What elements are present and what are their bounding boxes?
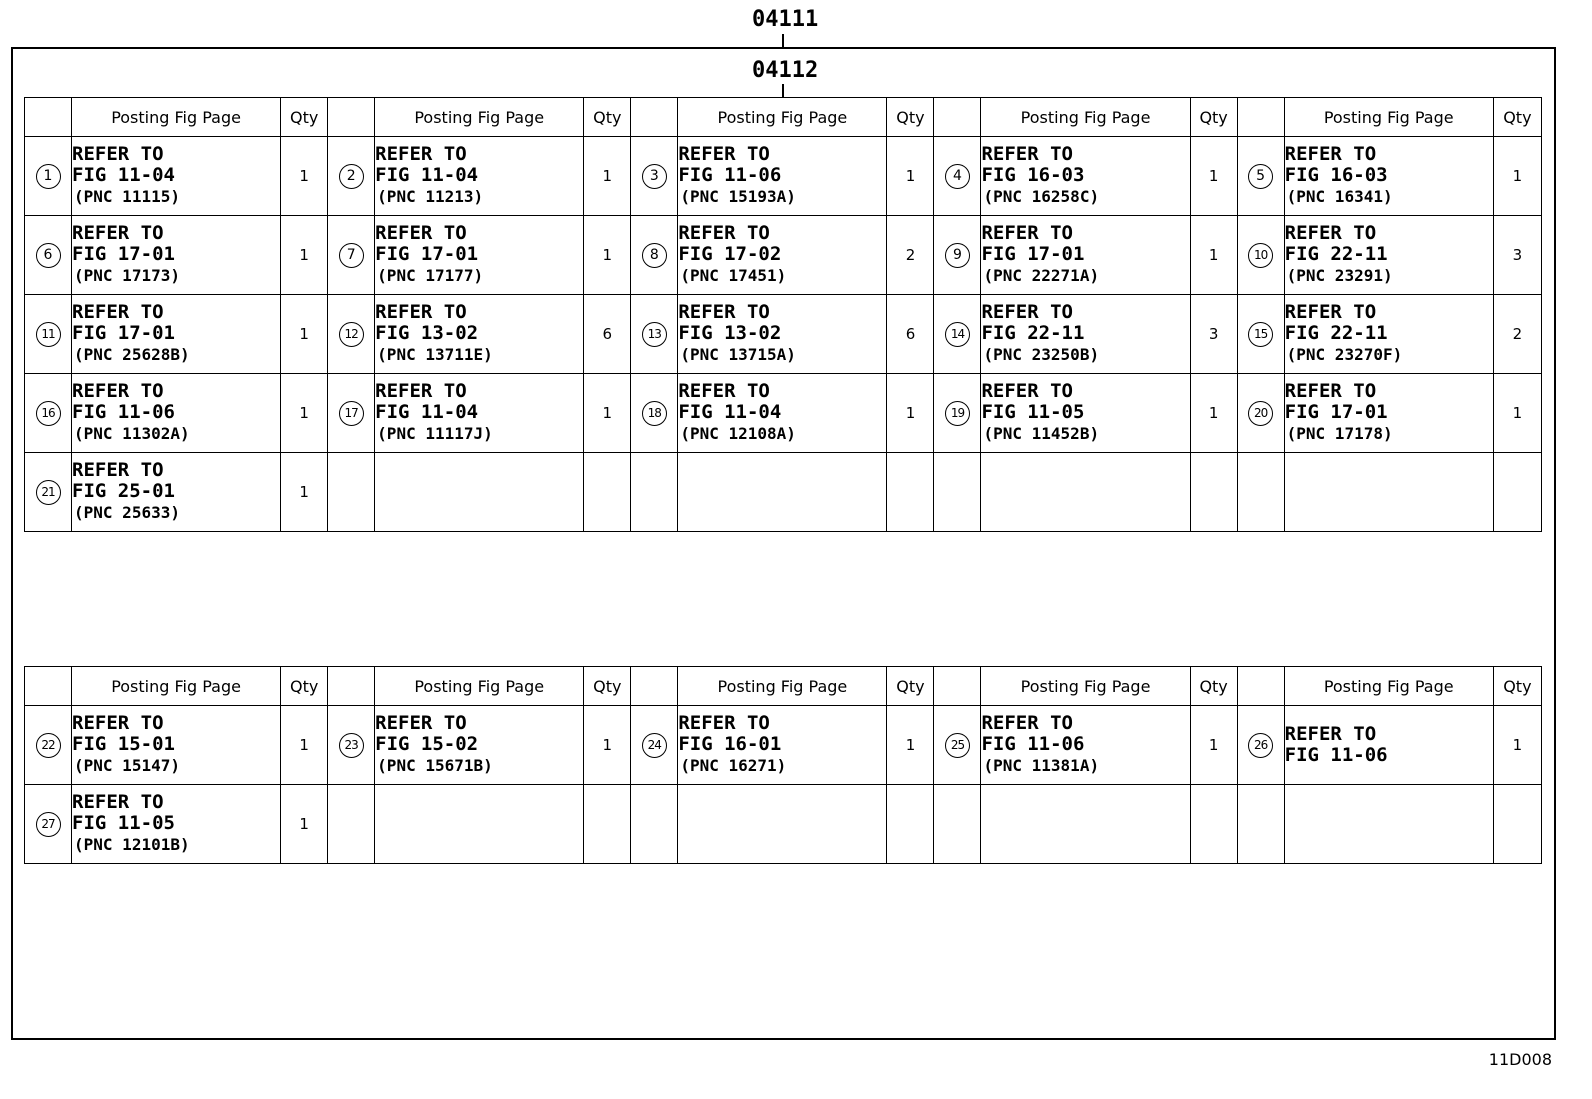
reference-cell [72, 785, 281, 864]
qty-value: 1 [299, 325, 309, 343]
reference-cell [1284, 216, 1493, 295]
header-qty: Qty [1190, 98, 1237, 137]
item-number-cell [631, 216, 678, 295]
qty-value: 2 [1512, 325, 1523, 343]
reference-cell [678, 216, 887, 295]
header-qty: Qty [1493, 98, 1541, 137]
fig-reference: FIG 17-01 [72, 322, 175, 344]
qty-cell [1190, 706, 1237, 785]
fig-reference: FIG 17-01 [72, 243, 175, 265]
item-number-circle: 18 [642, 401, 667, 426]
table-row [25, 137, 1542, 216]
qty-cell [887, 453, 934, 532]
fig-reference: FIG 16-01 [678, 733, 782, 755]
pnc-reference: (PNC 17177) [377, 266, 484, 285]
reference-cell [1284, 295, 1493, 374]
reference-cell [375, 295, 584, 374]
item-number-circle: 23 [339, 733, 364, 758]
header-posting-fig-page: Posting Fig Page [678, 98, 887, 137]
pnc-reference: (PNC 11117J) [377, 424, 493, 443]
pnc-reference: (PNC 23291) [1286, 266, 1393, 285]
reference-table-bottom [24, 666, 1542, 864]
qty-cell [281, 295, 328, 374]
fig-reference: FIG 15-01 [72, 733, 175, 755]
qty-value: 1 [602, 736, 613, 754]
pnc-reference: (PNC 13711E) [377, 345, 493, 364]
pnc-reference: (PNC 11302A) [74, 424, 190, 443]
pnc-reference: (PNC 16271) [680, 756, 787, 775]
refer-to-text: REFER TO [72, 712, 164, 734]
item-number-circle: 5 [1248, 164, 1273, 189]
refer-to-text: REFER TO [1284, 301, 1377, 323]
diagram-id: 11D008 [1488, 1050, 1552, 1069]
reference-cell [375, 216, 584, 295]
reference-cell [678, 295, 887, 374]
qty-value: 1 [1208, 736, 1219, 754]
pnc-reference: (PNC 15193A) [680, 187, 796, 206]
fig-reference: FIG 11-04 [375, 164, 479, 186]
item-number-circle: 25 [945, 733, 970, 758]
pnc-reference: (PNC 12101B) [74, 835, 190, 854]
qty-cell [1190, 374, 1237, 453]
refer-to-text: REFER TO [981, 712, 1073, 734]
item-number-cell [25, 453, 72, 532]
reference-cell [72, 137, 281, 216]
reference-cell [72, 295, 281, 374]
qty-value: 1 [602, 404, 613, 422]
item-number-cell [934, 453, 981, 532]
refer-to-text: REFER TO [1284, 222, 1377, 244]
table-row [25, 374, 1542, 453]
refer-to-text: REFER TO [375, 380, 467, 402]
fig-reference: FIG 22-11 [1284, 243, 1388, 265]
item-number-cell [25, 374, 72, 453]
header-index-cell [631, 98, 678, 137]
header-posting-fig-page: Posting Fig Page [72, 98, 281, 137]
item-number-circle: 16 [36, 401, 61, 426]
item-number-cell [25, 706, 72, 785]
header-qty: Qty [887, 98, 934, 137]
fig-reference: FIG 11-04 [375, 401, 479, 423]
reference-cell [981, 453, 1190, 532]
fig-reference: FIG 11-04 [678, 401, 782, 423]
header-posting-fig-page: Posting Fig Page [981, 667, 1190, 706]
reference-cell [375, 374, 584, 453]
qty-cell [887, 374, 934, 453]
header-qty: Qty [584, 667, 631, 706]
header-row [25, 98, 1542, 137]
item-number-cell [631, 374, 678, 453]
header-posting-fig-page: Posting Fig Page [1284, 98, 1493, 137]
qty-cell [281, 453, 328, 532]
pnc-reference: (PNC 11115) [74, 187, 180, 206]
header-qty: Qty [281, 667, 328, 706]
header-qty: Qty [1190, 667, 1237, 706]
refer-to-text: REFER TO [72, 380, 164, 402]
qty-value: 1 [1208, 246, 1219, 264]
item-number-cell [1237, 453, 1284, 532]
item-number-circle: 4 [945, 164, 970, 189]
header-posting-fig-page: Posting Fig Page [72, 667, 281, 706]
item-number-cell [25, 216, 72, 295]
header-index-cell [1237, 98, 1284, 137]
item-number-cell [1237, 374, 1284, 453]
header-posting-fig-page: Posting Fig Page [375, 98, 584, 137]
reference-cell [981, 295, 1190, 374]
item-number-cell [328, 374, 375, 453]
qty-cell [887, 137, 934, 216]
qty-value: 1 [905, 736, 916, 754]
item-number-cell [934, 374, 981, 453]
item-number-circle: 26 [1248, 733, 1273, 758]
header-row [25, 667, 1542, 706]
qty-value: 6 [905, 325, 916, 343]
item-number-circle: 13 [642, 322, 667, 347]
qty-value: 1 [905, 167, 916, 185]
item-number-cell [328, 137, 375, 216]
table-row [25, 706, 1542, 785]
refer-to-text: REFER TO [375, 301, 467, 323]
pnc-reference: (PNC 17178) [1286, 424, 1393, 443]
item-number-circle: 8 [642, 243, 667, 268]
pnc-reference: (PNC 11213) [377, 187, 484, 206]
qty-value: 1 [905, 404, 916, 422]
header-index-cell [328, 98, 375, 137]
item-number-circle: 22 [36, 733, 61, 758]
pnc-reference: (PNC 16258C) [983, 187, 1100, 206]
pnc-reference: (PNC 23270F) [1286, 345, 1403, 364]
refer-to-text: REFER TO [375, 143, 467, 165]
reference-cell [72, 706, 281, 785]
refer-to-text: REFER TO [1284, 723, 1377, 745]
refer-to-text: REFER TO [678, 301, 770, 323]
qty-value: 1 [299, 736, 309, 754]
qty-cell [1493, 785, 1541, 864]
fig-reference: FIG 25-01 [72, 480, 175, 502]
refer-to-text: REFER TO [375, 222, 467, 244]
qty-cell [1190, 453, 1237, 532]
fig-reference: FIG 16-03 [1284, 164, 1388, 186]
pnc-reference: (PNC 15671B) [377, 756, 493, 775]
header-index-cell [25, 98, 72, 137]
refer-to-text: REFER TO [72, 791, 164, 813]
fig-reference: FIG 17-01 [375, 243, 479, 265]
header-index-cell [328, 667, 375, 706]
reference-cell [72, 216, 281, 295]
pnc-reference: (PNC 17451) [680, 266, 787, 285]
header-qty: Qty [1493, 667, 1541, 706]
qty-cell [584, 706, 631, 785]
pnc-reference: (PNC 12108A) [680, 424, 796, 443]
item-number-circle: 2 [339, 164, 364, 189]
label-04111: 04111 [752, 7, 819, 32]
qty-cell [1493, 137, 1541, 216]
pnc-reference: (PNC 17173) [74, 266, 180, 285]
qty-value: 1 [602, 167, 613, 185]
refer-to-text: REFER TO [678, 380, 770, 402]
leader-line-04112 [782, 84, 784, 98]
item-number-circle: 17 [339, 401, 364, 426]
item-number-circle: 12 [339, 322, 364, 347]
qty-value: 3 [1512, 246, 1523, 264]
pnc-reference: (PNC 22271A) [983, 266, 1100, 285]
fig-reference: FIG 13-02 [678, 322, 782, 344]
item-number-cell [631, 706, 678, 785]
reference-cell [375, 137, 584, 216]
reference-cell [1284, 785, 1493, 864]
refer-to-text: REFER TO [981, 301, 1073, 323]
fig-reference: FIG 11-05 [72, 812, 175, 834]
pnc-reference: (PNC 23250B) [983, 345, 1100, 364]
header-posting-fig-page: Posting Fig Page [678, 667, 887, 706]
item-number-circle: 20 [1248, 401, 1273, 426]
item-number-circle: 24 [642, 733, 667, 758]
refer-to-text: REFER TO [72, 459, 164, 481]
item-number-circle: 19 [945, 401, 970, 426]
qty-cell [1493, 216, 1541, 295]
qty-cell [887, 295, 934, 374]
qty-cell [281, 374, 328, 453]
qty-value: 1 [1512, 736, 1523, 754]
qty-value: 1 [299, 404, 309, 422]
item-number-cell [631, 785, 678, 864]
item-number-circle: 21 [36, 480, 61, 505]
refer-to-text: REFER TO [981, 222, 1073, 244]
reference-cell [72, 453, 281, 532]
qty-cell [584, 374, 631, 453]
item-number-cell [1237, 216, 1284, 295]
fig-reference: FIG 11-06 [981, 733, 1085, 755]
header-posting-fig-page: Posting Fig Page [1284, 667, 1493, 706]
qty-cell [1190, 295, 1237, 374]
reference-cell [1284, 706, 1493, 785]
qty-value: 6 [602, 325, 613, 343]
pnc-reference: (PNC 11452B) [983, 424, 1100, 443]
qty-value: 1 [1512, 404, 1523, 422]
pnc-reference: (PNC 25633) [74, 503, 180, 522]
header-posting-fig-page: Posting Fig Page [981, 98, 1190, 137]
qty-cell [584, 216, 631, 295]
item-number-circle: 14 [945, 322, 970, 347]
item-number-cell [328, 453, 375, 532]
pnc-reference: (PNC 25628B) [74, 345, 190, 364]
item-number-circle: 9 [945, 243, 970, 268]
item-number-circle: 11 [36, 322, 61, 347]
reference-cell [1284, 374, 1493, 453]
item-number-circle: 1 [36, 164, 61, 189]
pnc-reference: (PNC 16341) [1286, 187, 1393, 206]
item-number-cell [328, 706, 375, 785]
header-posting-fig-page: Posting Fig Page [375, 667, 584, 706]
item-number-cell [25, 137, 72, 216]
item-number-circle: 6 [36, 243, 61, 268]
fig-reference: FIG 11-06 [678, 164, 782, 186]
qty-value: 1 [299, 483, 309, 501]
fig-reference: FIG 11-05 [981, 401, 1085, 423]
item-number-circle: 10 [1248, 243, 1273, 268]
refer-to-text: REFER TO [678, 143, 770, 165]
qty-cell [281, 216, 328, 295]
qty-cell [887, 216, 934, 295]
table-row [25, 216, 1542, 295]
item-number-cell [631, 137, 678, 216]
header-qty: Qty [281, 98, 328, 137]
reference-cell [72, 374, 281, 453]
qty-value: 1 [299, 815, 309, 833]
refer-to-text: REFER TO [72, 143, 164, 165]
item-number-cell [328, 295, 375, 374]
header-index-cell [934, 98, 981, 137]
fig-reference: FIG 15-02 [375, 733, 479, 755]
leader-line-04111 [782, 34, 784, 48]
refer-to-text: REFER TO [72, 301, 164, 323]
fig-reference: FIG 13-02 [375, 322, 479, 344]
table-row [25, 295, 1542, 374]
qty-value: 1 [602, 246, 613, 264]
reference-cell [678, 706, 887, 785]
item-number-circle: 27 [36, 812, 61, 837]
refer-to-text: REFER TO [981, 143, 1073, 165]
qty-cell [281, 706, 328, 785]
fig-reference: FIG 22-11 [1284, 322, 1388, 344]
item-number-cell [328, 216, 375, 295]
header-qty: Qty [887, 667, 934, 706]
qty-value: 1 [299, 246, 309, 264]
reference-cell [678, 137, 887, 216]
qty-cell [1493, 295, 1541, 374]
reference-table-top [24, 97, 1542, 532]
qty-cell [584, 295, 631, 374]
refer-to-text: REFER TO [375, 712, 467, 734]
qty-value: 1 [299, 167, 309, 185]
qty-value: 3 [1208, 325, 1219, 343]
qty-cell [887, 706, 934, 785]
reference-cell [981, 216, 1190, 295]
reference-cell [1284, 453, 1493, 532]
qty-cell [584, 137, 631, 216]
item-number-cell [328, 785, 375, 864]
refer-to-text: REFER TO [678, 222, 770, 244]
refer-to-text: REFER TO [1284, 143, 1377, 165]
reference-cell [981, 137, 1190, 216]
qty-cell [281, 785, 328, 864]
reference-cell [678, 453, 887, 532]
item-number-cell [1237, 295, 1284, 374]
fig-reference: FIG 11-04 [72, 164, 175, 186]
reference-cell [375, 706, 584, 785]
pnc-reference: (PNC 11381A) [983, 756, 1100, 775]
qty-cell [1493, 453, 1541, 532]
qty-value: 1 [1208, 404, 1219, 422]
reference-cell [678, 374, 887, 453]
item-number-cell [25, 295, 72, 374]
fig-reference: FIG 16-03 [981, 164, 1085, 186]
reference-cell [678, 785, 887, 864]
fig-reference: FIG 17-01 [1284, 401, 1388, 423]
pnc-reference: (PNC 15147) [74, 756, 180, 775]
qty-cell [1190, 216, 1237, 295]
refer-to-text: REFER TO [678, 712, 770, 734]
qty-value: 1 [1512, 167, 1523, 185]
fig-reference: FIG 17-02 [678, 243, 782, 265]
reference-cell [1284, 137, 1493, 216]
item-number-cell [1237, 706, 1284, 785]
label-04112: 04112 [752, 58, 819, 83]
item-number-cell [934, 216, 981, 295]
refer-to-text: REFER TO [72, 222, 164, 244]
header-index-cell [25, 667, 72, 706]
qty-cell [1190, 785, 1237, 864]
qty-cell [584, 785, 631, 864]
table-row [25, 453, 1542, 532]
qty-cell [281, 137, 328, 216]
reference-cell [981, 785, 1190, 864]
item-number-circle: 3 [642, 164, 667, 189]
fig-reference: FIG 17-01 [981, 243, 1085, 265]
reference-cell [981, 374, 1190, 453]
item-number-cell [1237, 137, 1284, 216]
qty-cell [1493, 374, 1541, 453]
item-number-cell [25, 785, 72, 864]
refer-to-text: REFER TO [981, 380, 1073, 402]
header-index-cell [631, 667, 678, 706]
qty-cell [887, 785, 934, 864]
qty-cell [1493, 706, 1541, 785]
table-row [25, 785, 1542, 864]
fig-reference: FIG 11-06 [72, 401, 175, 423]
reference-cell [375, 785, 584, 864]
item-number-cell [631, 453, 678, 532]
header-index-cell [1237, 667, 1284, 706]
item-number-cell [934, 706, 981, 785]
qty-value: 2 [905, 246, 916, 264]
qty-cell [584, 453, 631, 532]
qty-cell [1190, 137, 1237, 216]
fig-reference: FIG 22-11 [981, 322, 1085, 344]
reference-cell [981, 706, 1190, 785]
item-number-cell [631, 295, 678, 374]
item-number-circle: 15 [1248, 322, 1273, 347]
qty-value: 1 [1208, 167, 1219, 185]
item-number-cell [934, 785, 981, 864]
item-number-cell [934, 137, 981, 216]
fig-reference: FIG 11-06 [1284, 744, 1388, 766]
item-number-cell [934, 295, 981, 374]
item-number-circle: 7 [339, 243, 364, 268]
header-index-cell [934, 667, 981, 706]
header-qty: Qty [584, 98, 631, 137]
refer-to-text: REFER TO [1284, 380, 1377, 402]
pnc-reference: (PNC 13715A) [680, 345, 796, 364]
reference-cell [375, 453, 584, 532]
item-number-cell [1237, 785, 1284, 864]
